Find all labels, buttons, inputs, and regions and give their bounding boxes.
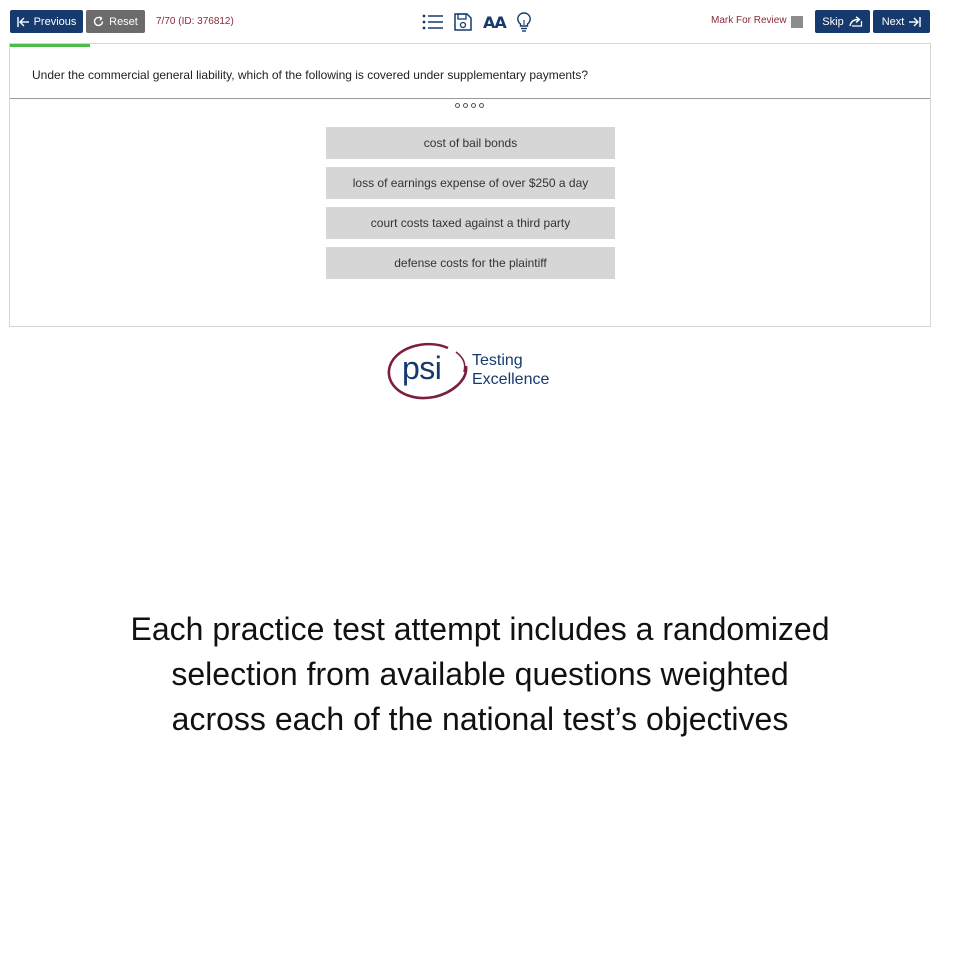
question-progress: 7/70 (ID: 376812)	[156, 16, 234, 27]
next-label: Next	[881, 15, 905, 28]
toolbar	[0, 0, 960, 44]
reset-label: Reset	[109, 15, 138, 28]
dot	[463, 103, 468, 108]
previous-label: Previous	[33, 15, 77, 28]
dot	[455, 103, 460, 108]
mark-for-review-checkbox[interactable]	[791, 16, 803, 28]
dot	[479, 103, 484, 108]
answer-option-c[interactable]: court costs taxed against a third party	[326, 207, 615, 239]
tagline-line2: Excellence	[472, 371, 550, 388]
question-card	[9, 43, 931, 327]
logo-tagline	[472, 351, 549, 389]
question-text: Under the commercial general liability, which of the following is covered under supplementary payments?	[32, 68, 589, 82]
skip-label: Skip	[822, 15, 844, 28]
mark-for-review-label: Mark For Review	[711, 15, 787, 26]
previous-button[interactable]	[10, 10, 83, 33]
answer-option-b[interactable]: loss of earnings expense of over $250 a day	[326, 167, 615, 199]
dot	[471, 103, 476, 108]
answer-option-d[interactable]: defense costs for the plaintiff	[326, 247, 615, 279]
divider	[10, 98, 930, 99]
share-arrow-icon	[849, 16, 863, 27]
arrow-left-to-bar-icon	[17, 17, 29, 27]
arrow-right-to-bar-icon	[909, 17, 921, 27]
tool-icons	[422, 10, 531, 34]
reset-icon	[93, 16, 104, 27]
promo-caption	[0, 607, 960, 742]
answer-options	[326, 127, 615, 287]
skip-button[interactable]	[815, 10, 870, 33]
progress-indicator	[10, 44, 90, 47]
drag-handle-dots[interactable]	[455, 103, 484, 108]
hint-lightbulb-icon[interactable]	[517, 12, 531, 32]
tagline-line1: Testing	[472, 352, 523, 369]
text-size-icon[interactable]: AA	[483, 12, 506, 32]
reset-button[interactable]	[86, 10, 145, 33]
caption-line3: across each of the national test’s objectives	[171, 701, 789, 737]
caption-line2: selection from available questions weighted	[171, 656, 789, 692]
psi-logo	[386, 342, 566, 402]
next-button[interactable]	[873, 10, 930, 33]
save-icon[interactable]	[454, 13, 472, 31]
list-icon[interactable]	[422, 13, 443, 31]
caption-line1: Each practice test attempt includes a randomized	[130, 611, 830, 647]
answer-option-a[interactable]: cost of bail bonds	[326, 127, 615, 159]
psi-wordmark: psi	[402, 350, 442, 386]
